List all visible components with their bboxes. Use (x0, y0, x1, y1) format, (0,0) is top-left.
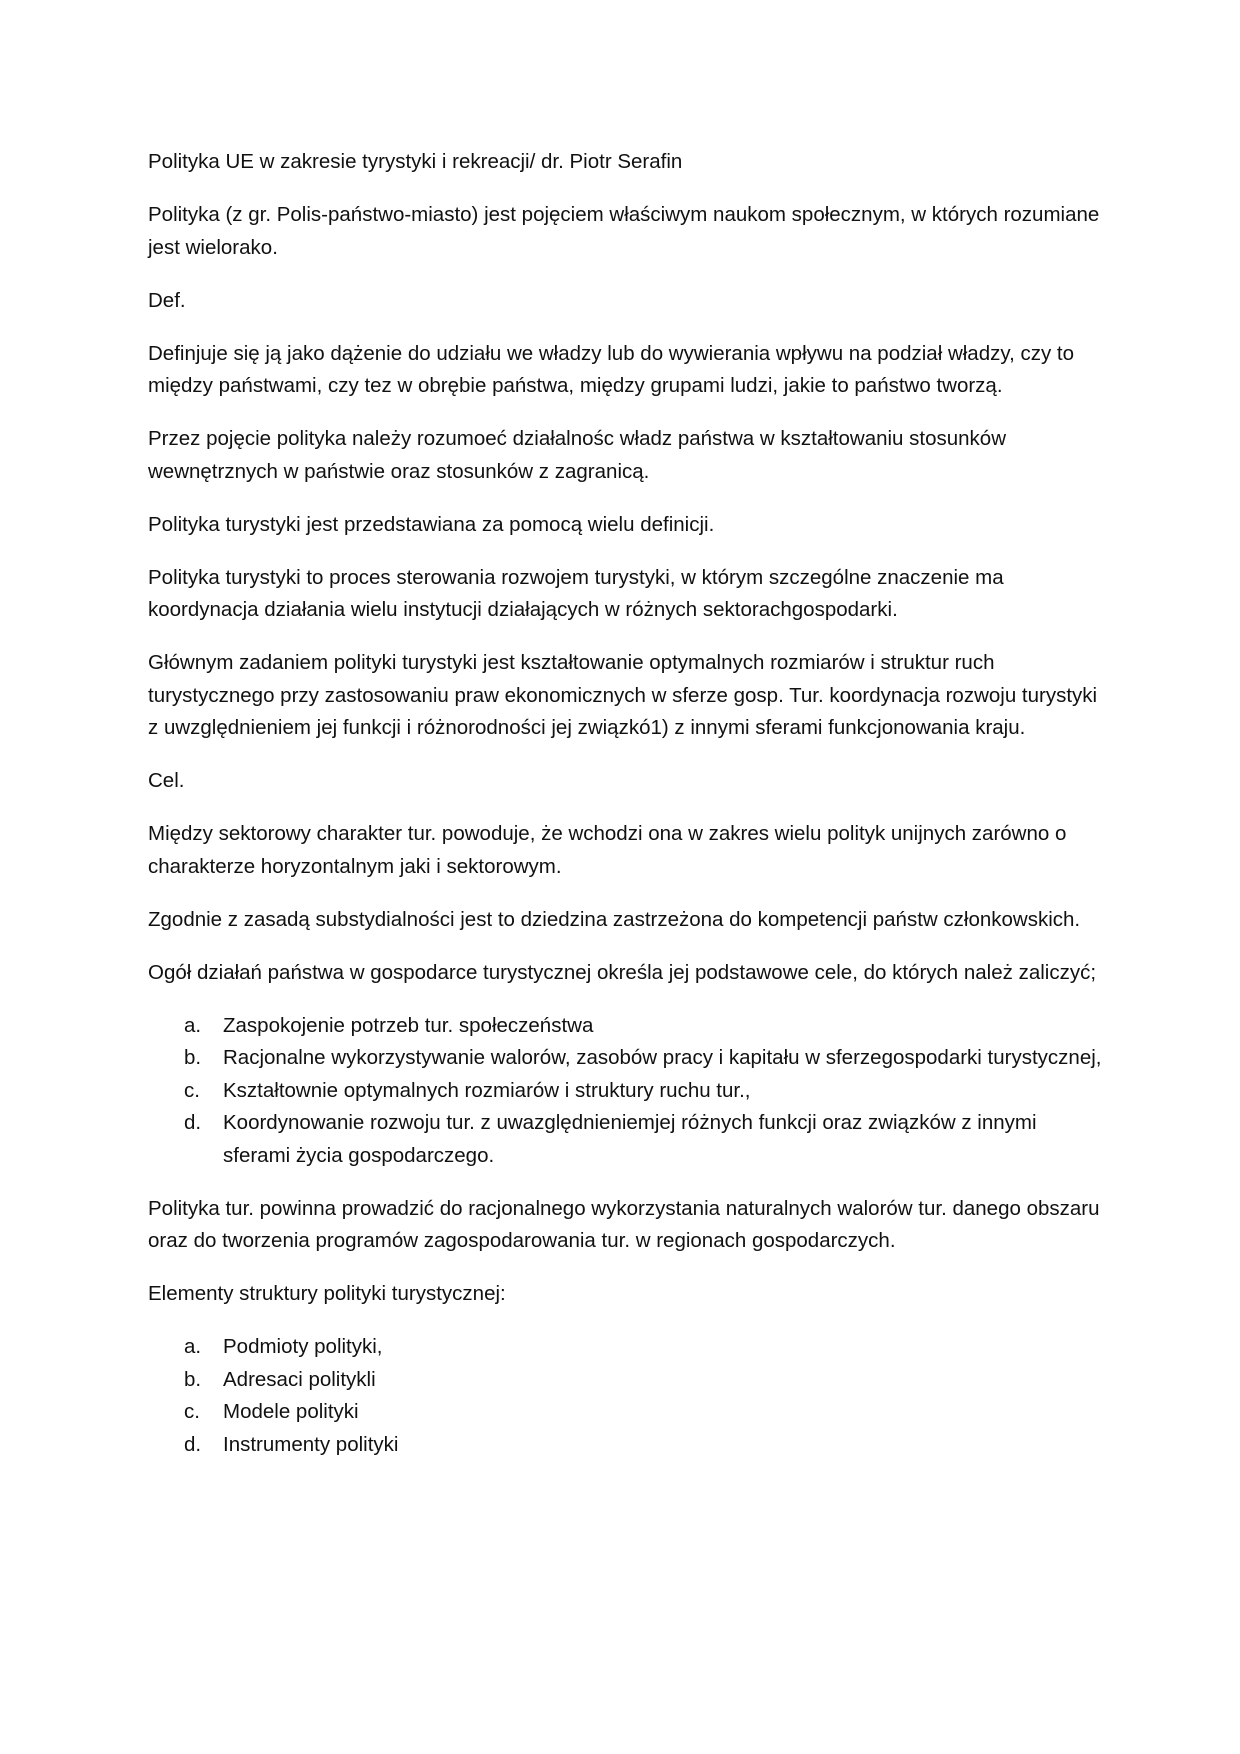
paragraph: Elementy struktury polityki turystycznej: (148, 1282, 506, 1305)
paragraph: Polityka turystyki to proces sterowania rozwojem turystyki, w którym szczególne znaczenie ma koordynacja działania wielu instytucji działających w różnych sektorachgospodarki. (148, 565, 1004, 621)
paragraph: Def. (148, 288, 186, 312)
list-item (148, 1107, 1108, 1172)
list-marker: a. (184, 1013, 202, 1037)
list-item (148, 1364, 1108, 1397)
paragraph: Polityka turystyki jest przedstawiana za pomocą wielu definicji. (148, 512, 715, 536)
goals-list (148, 1010, 1108, 1173)
paragraph: Między sektorowy charakter tur. powoduje, że wchodzi ona w zakres wielu polityk unijnych zarówno o charakterze horyzontalnym jaki i sektorowym. (148, 822, 1067, 878)
list-marker: a. (184, 1335, 202, 1358)
paragraph: Cel. (148, 769, 185, 792)
structure-elements-list (148, 1331, 1108, 1461)
list-item-text: Kształtownie optymalnych rozmiarów i struktury ruchu tur., (223, 1078, 751, 1102)
list-item (148, 1429, 1108, 1462)
list-item (148, 1075, 1108, 1108)
paragraph: Polityka tur. powinna prowadzić do racjonalnego wykorzystania naturalnych walorów tur. danego obszaru oraz do tworzenia programów zagospodarowania tur. w regionach gospodarczych. (148, 1196, 1100, 1252)
paragraph: Przez pojęcie polityka należy rozumoeć działalnośc władz państwa w kształtowaniu stosunków wewnętrznych w państwie oraz stosunków z zagranicą. (148, 427, 1006, 483)
list-item (148, 1010, 1108, 1043)
list-item-text: Modele polityki (223, 1400, 359, 1423)
list-item-text: Adresaci politykli (223, 1367, 376, 1391)
list-item-text: Racjonalne wykorzystywanie walorów, zasobów pracy i kapitału w sferzegospodarki turystycznej, (223, 1046, 1102, 1069)
list-item (148, 1331, 1108, 1364)
list-item-text: Koordynowanie rozwoju tur. z uwazględnieniemjej różnych funkcji oraz związków z innymi sferami życia gospodarczego. (223, 1111, 1037, 1167)
list-marker: c. (184, 1078, 200, 1102)
list-marker: d. (184, 1432, 202, 1456)
document-page (148, 146, 1108, 1482)
list-item-text: Instrumenty polityki (223, 1432, 399, 1456)
paragraph: Polityka (z gr. Polis-państwo-miasto) jest pojęciem właściwym naukom społecznym, w których rozumiane jest wielorako. (148, 203, 1100, 259)
list-item (148, 1042, 1108, 1075)
paragraph: Zgodnie z zasadą substydialności jest to dziedzina zastrzeżona do kompetencji państw członkowskich. (148, 907, 1081, 931)
document-title: Polityka UE w zakresie tyrystyki i rekreacji/ dr. Piotr Serafin (148, 150, 683, 173)
list-marker: b. (184, 1367, 202, 1391)
list-item-text: Podmioty polityki, (223, 1335, 383, 1358)
list-item-text: Zaspokojenie potrzeb tur. społeczeństwa (223, 1013, 594, 1037)
list-marker: c. (184, 1400, 200, 1423)
paragraph: Definjuje się ją jako dążenie do udziału we władzy lub do wywierania wpływu na podział władzy, czy to między państwami, czy tez w obrębie państwa, między grupami ludzi, jakie to państwo tworzą. (148, 341, 1075, 397)
paragraph: Ogół działań państwa w gospodarce turystycznej określa jej podstawowe cele, do których należ zaliczyć; (148, 960, 1097, 984)
list-marker: b. (184, 1046, 202, 1069)
paragraph: Głównym zadaniem polityki turystyki jest kształtowanie optymalnych rozmiarów i struktur ruch turystycznego przy zastosowaniu praw ekonomicznych w sferze gosp. Tur. koordynacja rozwoju turystyki z uwzględnieniem jej funkcji i różnorodności jej związkó1) z innymi sferami funkcjonowania kraju. (148, 651, 1098, 739)
list-marker: d. (184, 1111, 202, 1134)
list-item (148, 1396, 1108, 1429)
